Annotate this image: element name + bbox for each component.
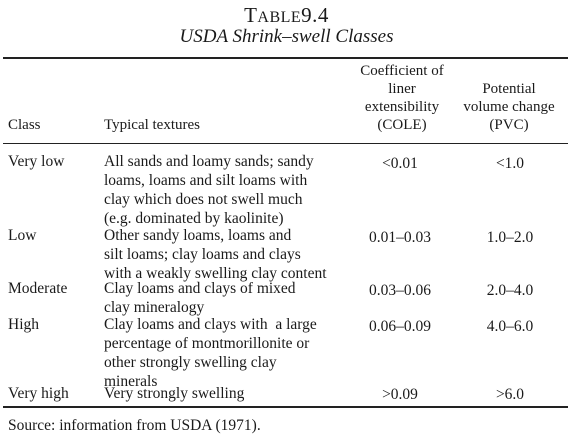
texture-line: with a weakly swelling clay content <box>104 265 327 282</box>
class-cell: Low <box>8 227 37 244</box>
texture-line: clay mineralogy <box>104 299 205 316</box>
class-cell: Moderate <box>8 280 68 297</box>
pvc-cell: 4.0–6.0 <box>486 318 534 335</box>
texture-line: clay which does not swell much <box>104 191 303 208</box>
bottom-rule <box>3 406 568 408</box>
texture-line: minerals <box>104 373 158 390</box>
texture-line: percentage of montmorillonite or <box>104 335 310 352</box>
textures-cell <box>104 152 314 228</box>
texture-line: loams, loams and silt loams with <box>104 172 308 189</box>
top-rule <box>3 57 568 59</box>
textures-cell <box>104 279 296 317</box>
cole-cell: 0.01–0.03 <box>369 229 431 246</box>
source-note: Source: information from USDA (1971). <box>8 417 261 434</box>
cole-cell: 0.03–0.06 <box>369 282 431 299</box>
texture-line: silt loams; clay loams and clays <box>104 246 301 263</box>
class-cell: Very low <box>8 153 65 170</box>
pvc-cell: 1.0–2.0 <box>486 229 534 246</box>
pvc-cell: >6.0 <box>495 386 525 403</box>
texture-line: Other sandy loams, loams and <box>104 227 292 244</box>
textures-cell <box>104 315 317 391</box>
cole-header-line: (COLE) <box>377 117 427 133</box>
texture-line: Clay loams and clays of mixed <box>104 280 296 297</box>
cole-header-line: Coefficient of <box>360 63 444 79</box>
texture-line: Very strongly swelling <box>104 385 245 402</box>
pvc-header-line: (PVC) <box>489 117 529 133</box>
header-rule <box>3 143 568 144</box>
column-header-class: Class <box>8 117 41 133</box>
cole-cell: <0.01 <box>382 155 418 172</box>
texture-line: other strongly swelling clay <box>104 354 277 371</box>
texture-line: All sands and loamy sands; sandy <box>104 153 314 170</box>
cole-header-line: extensibility <box>364 99 440 115</box>
pvc-header-line: volume change <box>463 99 555 115</box>
column-header-pvc <box>444 80 573 134</box>
pvc-cell: 2.0–4.0 <box>486 282 534 299</box>
pvc-cell: <1.0 <box>495 155 525 172</box>
cole-cell: 0.06–0.09 <box>369 318 431 335</box>
column-header-textures: Typical textures <box>104 117 200 133</box>
class-cell: Very high <box>8 385 69 402</box>
table-title: USDA Shrink–swell Classes <box>179 26 394 47</box>
textures-cell <box>104 384 244 403</box>
table-label: TABLE9.4 <box>244 3 329 27</box>
cole-cell: >0.09 <box>382 386 418 403</box>
texture-line: Clay loams and clays with a large <box>104 316 317 333</box>
texture-line: (e.g. dominated by kaolinite) <box>104 210 284 227</box>
cole-header-line: liner <box>388 81 416 97</box>
class-cell: High <box>8 316 39 333</box>
pvc-header-line: Potential <box>482 81 536 97</box>
textures-cell <box>104 226 327 283</box>
